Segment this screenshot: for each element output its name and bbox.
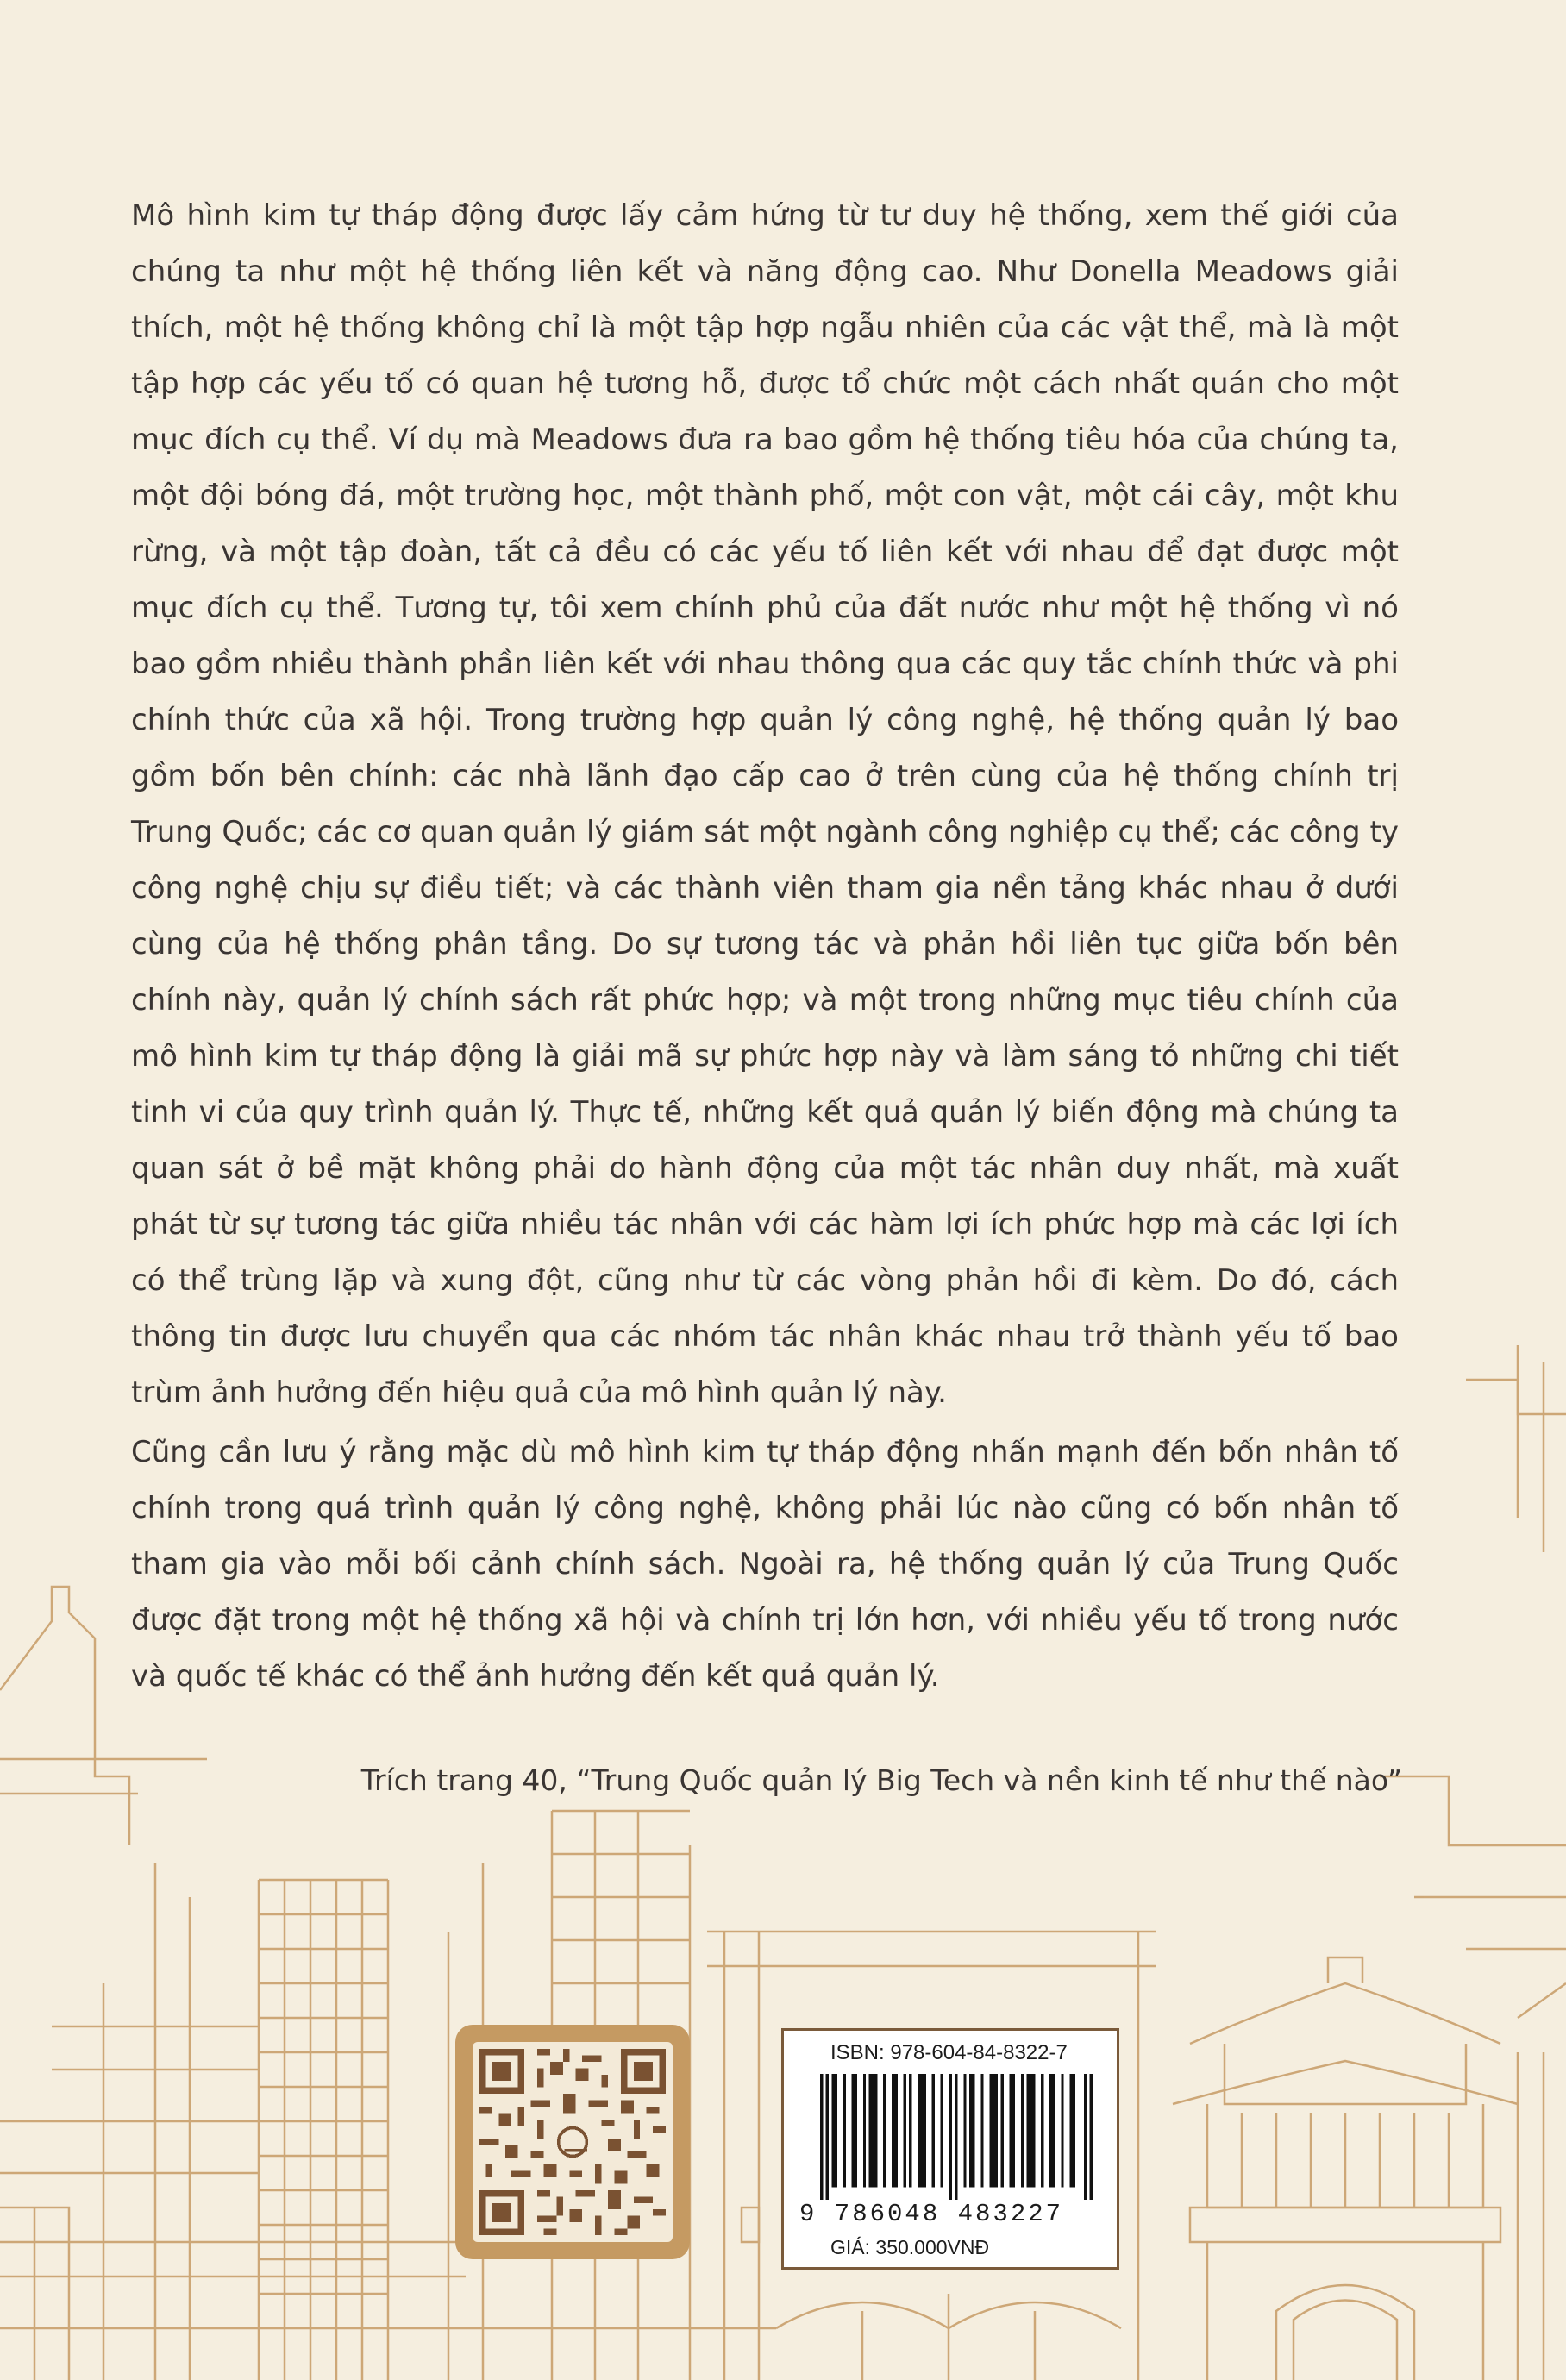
- isbn-barcode-box: [781, 2028, 1119, 2270]
- barcode-icon: [820, 2074, 1093, 2200]
- body-paragraph-2: Cũng cần lưu ý rằng mặc dù mô hình kim tự tháp động nhấn mạnh đến bốn nhân tố chính trong quá trình quản lý công nghệ, không phải lúc nào cũng có bốn nhân tố tham gia vào mỗi bối cảnh chính sách. Ngoài ra, hệ thống quản lý của Trung Quốc được đặt trong một hệ thống xã hội và chính trị lớn hơn, với nhiều yếu tố trong nước và quốc tế khác có thể ảnh hưởng đến kết quả quản lý.: [131, 1435, 1399, 1694]
- qr-code-icon: [479, 2049, 666, 2235]
- price-label: GIÁ: 350.000VNĐ: [830, 2236, 990, 2258]
- citation: Trích trang 40, “Trung Quốc quản lý Big Tech và nền kinh tế như thế nào”: [360, 1763, 1402, 1797]
- qr-code-frame: [455, 2025, 690, 2259]
- isbn-number: ISBN: 978-604-84-8322-7: [830, 2041, 1068, 2064]
- qr-code: [473, 2042, 673, 2242]
- barcode-digits: 9 786048 483227: [799, 2200, 1064, 2228]
- body-paragraph-1: Mô hình kim tự tháp động được lấy cảm hứng từ tư duy hệ thống, xem thế giới của chúng ta như một hệ thống liên kết và năng động cao. Như Donella Meadows giải thích, một hệ thống không chỉ là một tập hợp ngẫu nhiên của các vật thể, mà là một tập hợp các yếu tố có quan hệ tương hỗ, được tổ chức một cách nhất quán cho một mục đích cụ thể. Ví dụ mà Meadows đưa ra bao gồm hệ thống tiêu hóa của chúng ta, một đội bóng đá, một trường học, một thành phố, một con vật, một cái cây, một khu rừng, và một tập đoàn, tất cả đều có các yếu tố liên kết với nhau để đạt được một mục đích cụ thể. Tương tự, tôi xem chính phủ của đất nước như một hệ thống vì nó bao gồm nhiều thành phần liên kết với nhau thông qua các quy tắc chính thức và phi chính thức của xã hội. Trong trường hợp quản lý công nghệ, hệ thống quản lý bao gồm bốn bên chính: các nhà lãnh đạo cấp cao ở trên cùng của hệ thống chính trị Trung Quốc; các cơ quan quản lý giám sát một ngành công nghiệp cụ thể; các công ty công nghệ chịu sự điều tiết; và các thành viên tham gia nền tảng khác nhau ở dưới cùng của hệ thống phân tầng. Do sự tương tác và phản hồi liên tục giữa bốn bên chính này, quản lý chính sách rất phức hợp; và một trong những mục tiêu chính của mô hình kim tự tháp động là giải mã sự phức hợp này và làm sáng tỏ những chi tiết tinh vi của quy trình quản lý. Thực tế, những kết quả quản lý biến động mà chúng ta quan sát ở bề mặt không phải do hành động của một tác nhân duy nhất, mà xuất phát từ sự tương tác giữa nhiều tác nhân với các hàm lợi ích phức hợp mà các lợi ích có thể trùng lặp và xung đột, cũng như từ các vòng phản hồi đi kèm. Do đó, cách thông tin được lưu chuyển qua các nhóm tác nhân khác nhau trở thành yếu tố bao trùm ảnh hưởng đến hiệu quả của mô hình quản lý này.: [131, 198, 1399, 1410]
